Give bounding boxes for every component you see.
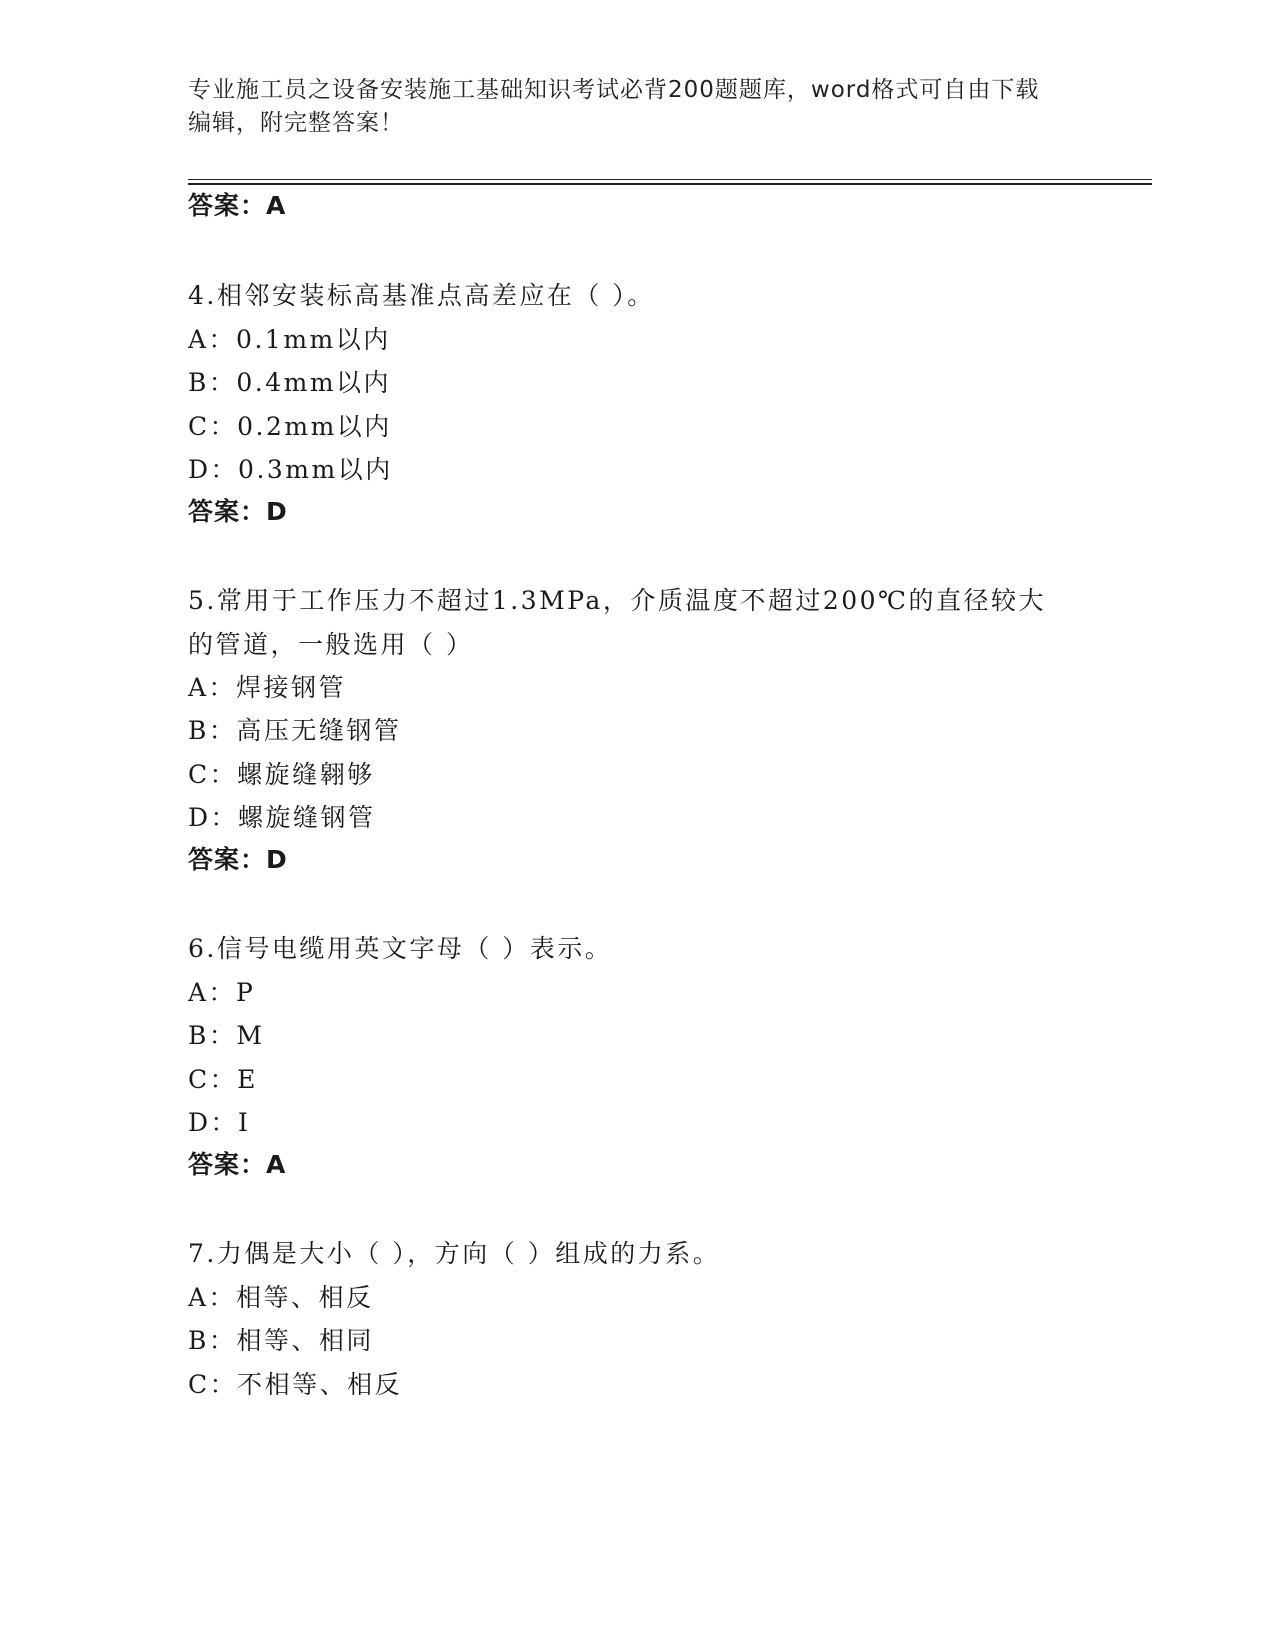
q7-option-a: A：相等、相反: [188, 1283, 374, 1312]
answer-q5: 答案：D: [188, 845, 288, 874]
q6-option-d: D：I: [188, 1108, 251, 1137]
q4-option-c: C：0.2mm以内: [188, 412, 392, 441]
answer-q6: 答案：A: [188, 1150, 287, 1179]
q5-option-a: A：焊接钢管: [188, 673, 347, 702]
q4-option-d: D：0.3mm以内: [188, 455, 393, 484]
question-4: 4.相邻安装标高基准点高差应在（ ）。: [188, 281, 655, 310]
question-5-line-2: 的管道，一般选用（ ）: [188, 630, 474, 659]
q5-option-b: B：高压无缝钢管: [188, 716, 402, 745]
document-header: [188, 74, 1068, 140]
answer-q3: 答案：A: [188, 191, 287, 220]
question-7: 7.力偶是大小（ ），方向（ ）组成的力系。: [188, 1239, 721, 1268]
q4-option-b: B：0.4mm以内: [188, 368, 392, 397]
q5-option-c: C：螺旋缝翱够: [188, 760, 375, 789]
header-title-line-2: 编辑，附完整答案！: [188, 110, 404, 136]
q5-option-d: D：螺旋缝钢管: [188, 803, 376, 832]
q4-option-a: A：0.1mm以内: [188, 325, 391, 354]
header-divider-top: [188, 179, 1152, 180]
q7-option-c: C：不相等、相反: [188, 1370, 403, 1399]
question-6: 6.信号电缆用英文字母（ ）表示。: [188, 934, 613, 963]
q7-option-b: B：相等、相同: [188, 1326, 374, 1355]
question-5-line-1: 5.常用于工作压力不超过1.3MPa，介质温度不超过200℃的直径较大: [188, 586, 1046, 615]
answer-q4: 答案：D: [188, 497, 288, 526]
header-divider-bottom: [188, 183, 1152, 185]
header-title-line-1: 专业施工员之设备安装施工基础知识考试必背200题题库，word格式可自由下载: [188, 77, 1040, 103]
q6-option-a: A：P: [188, 978, 256, 1007]
q6-option-c: C：E: [188, 1065, 258, 1094]
q6-option-b: B：M: [188, 1021, 265, 1050]
